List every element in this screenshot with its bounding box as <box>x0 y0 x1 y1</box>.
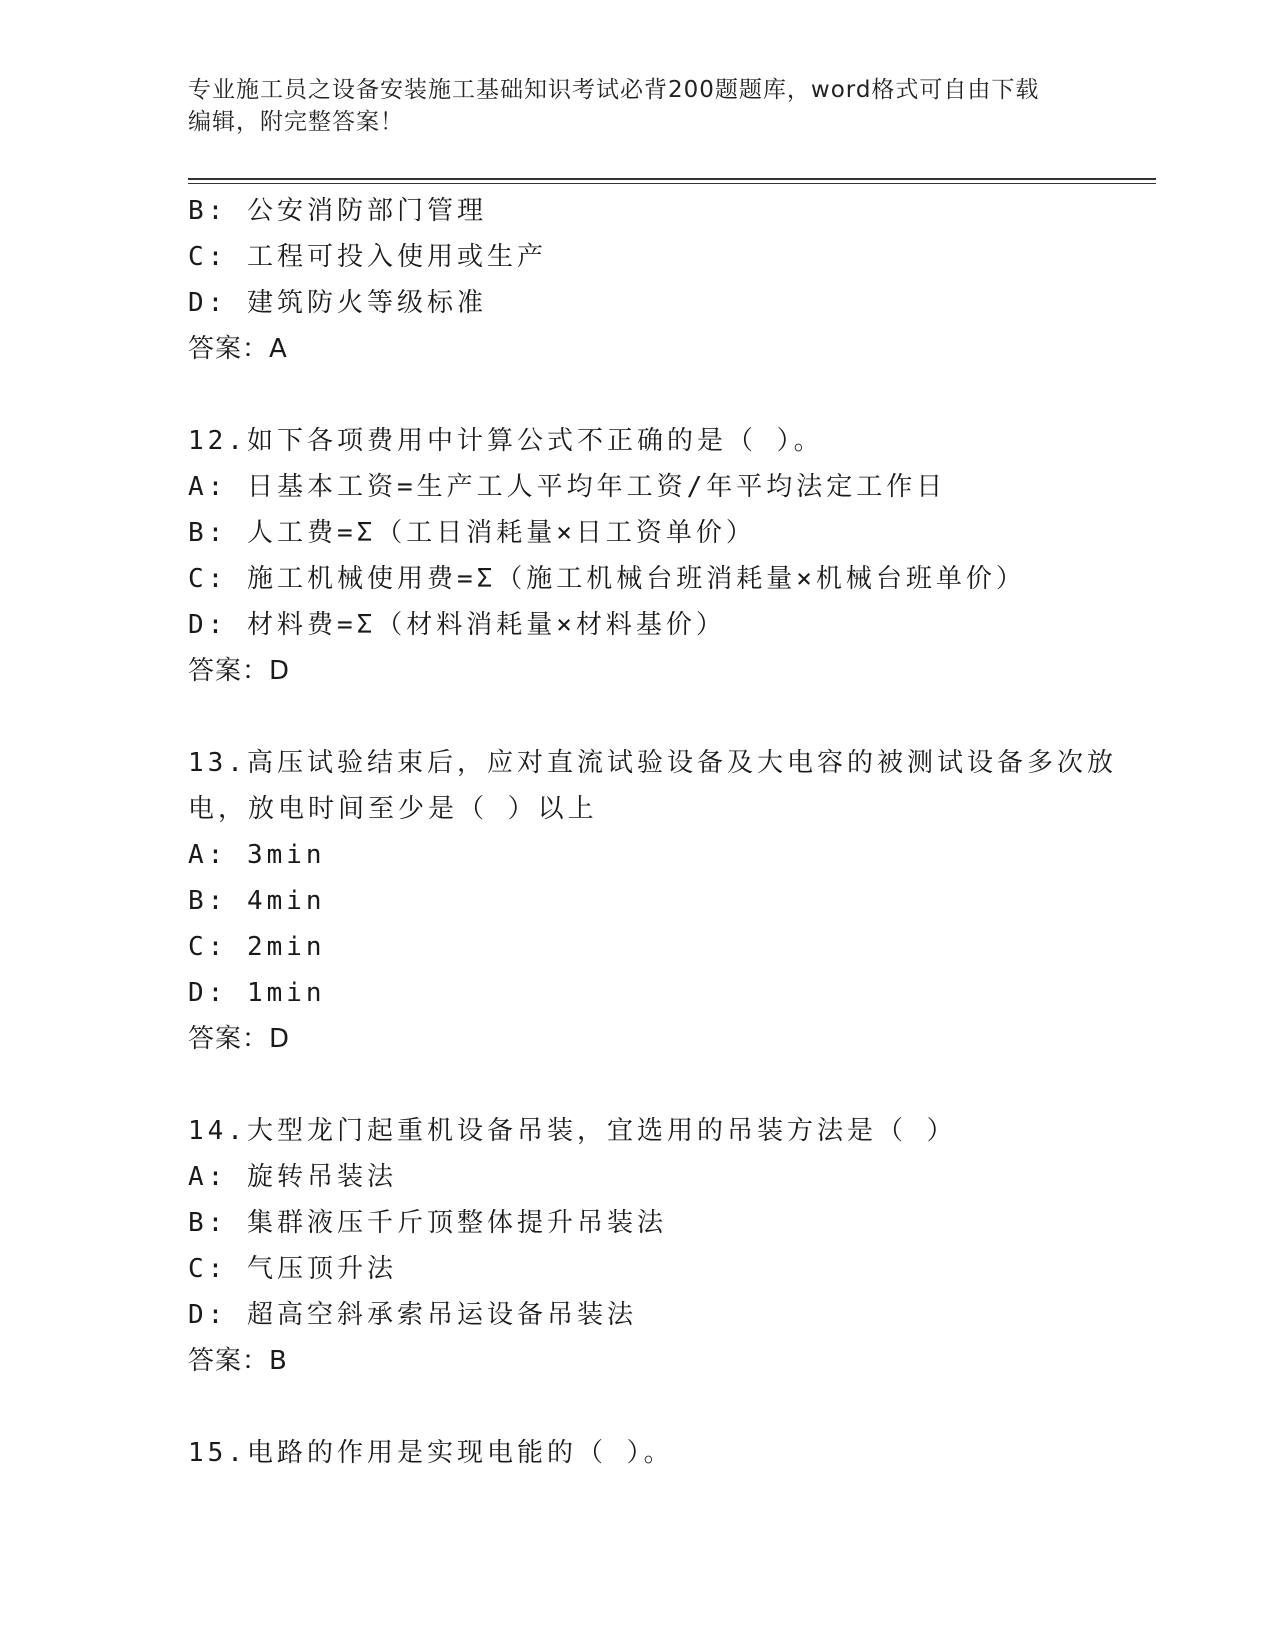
header-line-1: 专业施工员之设备安装施工基础知识考试必背200题题库，word格式可自由下载 <box>188 77 1040 103</box>
answer: 答案：D <box>188 656 291 686</box>
question-12 <box>188 418 1128 694</box>
option-d: D: 建筑防火等级标准 <box>188 288 487 318</box>
header-rule-thin <box>188 183 1156 184</box>
question-stem: 15.电路的作用是实现电能的（ ）。 <box>188 1438 674 1468</box>
option-a: A: 旋转吊装法 <box>188 1162 397 1192</box>
question-stem: 12.如下各项费用中计算公式不正确的是（ ）。 <box>188 426 824 456</box>
spacer <box>188 694 1128 740</box>
question-stem-continued: 电，放电时间至少是（ ）以上 <box>188 794 598 824</box>
option-c: C: 气压顶升法 <box>188 1254 397 1284</box>
option-a: A: 日基本工资=生产工人平均年工资/年平均法定工作日 <box>188 472 947 502</box>
option-d: D: 超高空斜承索吊运设备吊装法 <box>188 1300 637 1330</box>
option-c: C: 工程可投入使用或生产 <box>188 242 547 272</box>
option-c: C: 2min <box>188 932 326 962</box>
spacer <box>188 372 1128 418</box>
option-d: D: 1min <box>188 978 326 1008</box>
answer: 答案：B <box>188 1346 288 1376</box>
question-stem: 14.大型龙门起重机设备吊装，宜选用的吊装方法是（ ） <box>188 1116 957 1146</box>
question-11-tail <box>188 188 1128 372</box>
option-b: B: 集群液压千斤顶整体提升吊装法 <box>188 1208 667 1238</box>
option-b: B: 公安消防部门管理 <box>188 196 487 226</box>
option-b: B: 人工费=Σ（工日消耗量×日工资单价） <box>188 518 756 548</box>
option-d: D: 材料费=Σ（材料消耗量×材料基价） <box>188 610 726 640</box>
question-15 <box>188 1430 1128 1476</box>
spacer <box>188 1384 1128 1430</box>
document-header <box>188 74 1088 138</box>
question-list <box>188 188 1128 1476</box>
header-rule-thick <box>188 178 1156 180</box>
option-a: A: 3min <box>188 840 326 870</box>
answer: 答案：A <box>188 334 288 364</box>
answer: 答案：D <box>188 1024 291 1054</box>
question-stem: 13.高压试验结束后，应对直流试验设备及大电容的被测试设备多次放 <box>188 748 1117 778</box>
header-line-2: 编辑，附完整答案！ <box>188 109 404 135</box>
option-c: C: 施工机械使用费=Σ（施工机械台班消耗量×机械台班单价） <box>188 564 1026 594</box>
option-b: B: 4min <box>188 886 326 916</box>
spacer <box>188 1062 1128 1108</box>
question-14 <box>188 1108 1128 1384</box>
question-13 <box>188 740 1128 1062</box>
